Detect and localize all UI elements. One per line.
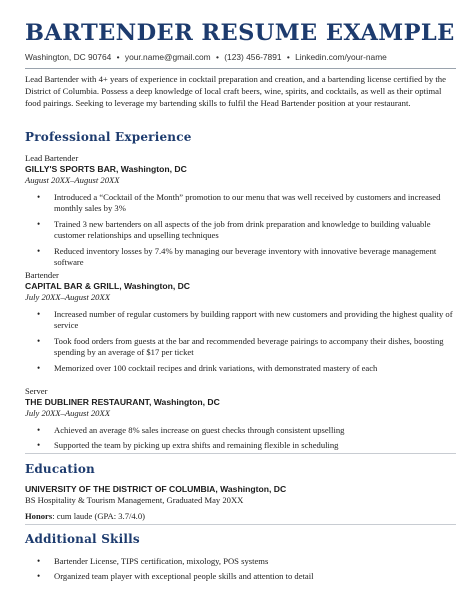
- job-entry: [25, 386, 453, 456]
- job-role: Lead Bartender: [25, 153, 79, 163]
- skills-list-container: [25, 550, 453, 587]
- job-bullets: [25, 309, 453, 374]
- contact-email[interactable]: your.name@gmail.com: [124, 52, 211, 62]
- job-bullets: [25, 425, 453, 452]
- job-entry: [25, 270, 453, 378]
- job-dates: July 20XX–August 20XX: [25, 408, 110, 418]
- skills-bullets: [25, 556, 453, 583]
- job-dates: July 20XX–August 20XX: [25, 292, 110, 302]
- bullet-item: • Increased number of regular customers by building rapport with new customers and providing the highest quality of service: [25, 309, 453, 332]
- contact-linkedin[interactable]: Linkedin.com/your-name: [295, 52, 387, 62]
- contact-location: Washington, DC 90764: [25, 52, 112, 62]
- contact-separator: •: [116, 52, 120, 62]
- job-dates: August 20XX–August 20XX: [25, 175, 120, 185]
- job-bullets: [25, 192, 453, 268]
- summary-paragraph: Lead Bartender with 4+ years of experience in cocktail preparation and creation, and a bartending license certified by the District of Columbia. Possess a deep knowledge of local craft beers, wine, spirits, and cocktails, as well as their optimal food pairings. Seeking to leverage my bartending skills to fulfil the Head Bartender position at your restaurant.: [25, 74, 446, 108]
- education-section-title: Education: [25, 462, 95, 476]
- bullet-item: • Trained 3 new bartenders on all aspects of the job from drink preparation and knowledge to building valuable customer relationships and upselling techniques: [25, 219, 453, 242]
- contact-phone: (123) 456-7891: [224, 52, 282, 62]
- bullet-item: • Achieved an average 8% sales increase on guest checks through consistent upselling: [25, 425, 453, 436]
- honors-label: Honors: [25, 511, 53, 521]
- section-divider: [25, 524, 456, 525]
- education-entry: [25, 484, 453, 522]
- contact-line: [25, 52, 387, 62]
- education-degree: BS Hospitality & Tourism Management, Graduated May 20XX: [25, 495, 244, 505]
- contact-separator: •: [286, 52, 290, 62]
- bullet-item: • Introduced a “Cocktail of the Month” promotion to our menu that was well received by customers and increased monthly sales by 3%: [25, 192, 453, 215]
- skill-item: • Organized team player with exceptional people skills and attention to detail: [25, 571, 453, 582]
- resume-name: BARTENDER RESUME EXAMPLE: [25, 20, 455, 46]
- job-employer: GILLY'S SPORTS BAR, Washington, DC: [25, 164, 187, 174]
- section-divider: [25, 453, 456, 454]
- bullet-item: • Supported the team by picking up extra shifts and remaining flexible in scheduling: [25, 440, 453, 451]
- experience-section-title: Professional Experience: [25, 130, 192, 144]
- job-role: Server: [25, 386, 48, 396]
- bullet-item: • Reduced inventory losses by 7.4% by managing our beverage inventory with innovative beverage management software: [25, 246, 453, 269]
- skills-section-title: Additional Skills: [25, 532, 140, 546]
- contact-separator: •: [215, 52, 219, 62]
- job-entry: [25, 153, 453, 272]
- bullet-item: • Memorized over 100 cocktail recipes and drink variations, with demonstrated mastery of each: [25, 363, 453, 374]
- header-divider: [25, 68, 456, 69]
- job-employer: THE DUBLINER RESTAURANT, Washington, DC: [25, 397, 220, 407]
- education-honors: [25, 511, 453, 522]
- honors-value: : cum laude (GPA: 3.7/4.0): [52, 511, 145, 521]
- skill-item: • Bartender License, TIPS certification, mixology, POS systems: [25, 556, 453, 567]
- job-employer: CAPITAL BAR & GRILL, Washington, DC: [25, 281, 191, 291]
- education-school: UNIVERSITY OF THE DISTRICT OF COLUMBIA, Washington, DC: [25, 484, 287, 494]
- bullet-item: • Took food orders from guests at the bar and recommended beverage pairings to accompany their dishes, boosting spending by an average of $17 per ticket: [25, 336, 453, 359]
- job-role: Bartender: [25, 270, 59, 280]
